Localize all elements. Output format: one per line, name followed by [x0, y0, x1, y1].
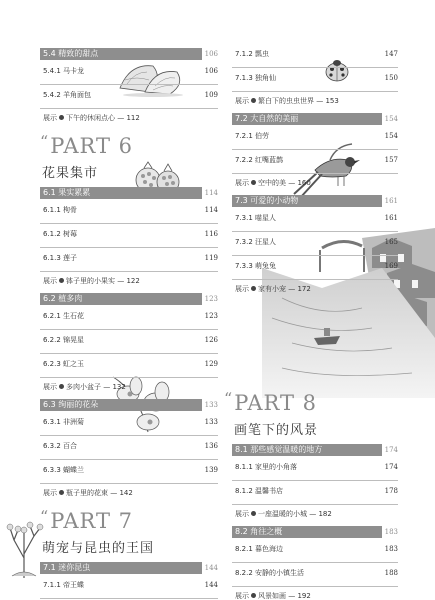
page-number: 126 [204, 336, 218, 344]
showcase-entry[interactable]: 展示 一座温暖的小城 — 182 [235, 510, 332, 518]
part-7-subtitle: 萌宠与昆虫的王国 [42, 541, 155, 556]
toc-entry[interactable]: 6.1.3 莲子 119 [40, 252, 218, 272]
toc-entry[interactable]: 6.1.1 枸骨 114 [40, 204, 218, 224]
toc-entry[interactable]: 7.2.2 红嘴蓝鹊 157 [232, 154, 398, 174]
page-number: 174 [382, 444, 398, 456]
page-number: 174 [384, 463, 398, 471]
toc-entry[interactable]: 5.4.2 羊角面包 109 [40, 89, 218, 109]
part-6-title: “PART 6 [40, 132, 134, 158]
section-heading[interactable]: 7.2 大自然的美丽 154 [232, 113, 398, 125]
page-number: 154 [382, 113, 398, 125]
section-heading[interactable]: 6.3 绚丽的花朵 133 [40, 399, 218, 411]
coral-illustration [4, 518, 44, 580]
page-number: 119 [204, 254, 218, 262]
toc-entry[interactable]: 6.3.3 蝴蝶兰 139 [40, 464, 218, 484]
toc-left-column [40, 48, 218, 600]
page-number: 106 [204, 67, 218, 75]
part-8-subtitle: 画笔下的风景 [234, 423, 319, 438]
bullet-icon [251, 98, 256, 103]
page-number: 139 [204, 466, 218, 474]
bullet-icon [59, 490, 64, 495]
part-8-title: “PART 8 [224, 389, 318, 415]
toc-entry[interactable]: 8.2.2 安静的小镇生活 188 [232, 567, 398, 587]
page-number: 165 [384, 238, 398, 246]
section-heading[interactable]: 6.2 植多肉 123 [40, 293, 218, 305]
toc-entry[interactable]: 8.2.1 暮色海边 183 [232, 543, 398, 563]
page-number: 183 [384, 545, 398, 553]
page-number: 161 [384, 214, 398, 222]
toc-entry[interactable]: 6.2.1 生石花 123 [40, 310, 218, 330]
bullet-icon [251, 511, 256, 516]
page-number: 154 [384, 132, 398, 140]
page-number: 114 [204, 206, 218, 214]
showcase-entry[interactable]: 展示 繁白下的虫虫世界 — 153 [235, 97, 339, 105]
page-number: 183 [382, 526, 398, 538]
page-number: 133 [202, 399, 218, 411]
showcase-entry[interactable]: 展示 家有小宠 — 172 [235, 285, 311, 293]
page-number: 123 [202, 293, 218, 305]
toc-entry[interactable]: 7.3.3 萌兔兔 169 [232, 260, 398, 280]
bullet-icon [251, 180, 256, 185]
page-number: 136 [204, 442, 218, 450]
toc-entry[interactable]: 6.2.2 锦晃星 126 [40, 334, 218, 354]
page-number: 150 [384, 74, 398, 82]
showcase-entry[interactable]: 展示 下午的休闲点心 — 112 [43, 114, 140, 122]
showcase-entry[interactable]: 展示 瓶子里的花束 — 142 [43, 489, 133, 497]
section-heading[interactable]: 7.3 可爱的小动物 161 [232, 195, 398, 207]
toc-entry[interactable]: 6.3.2 百合 136 [40, 440, 218, 460]
toc-right-column [224, 48, 398, 600]
page-number: 178 [384, 487, 398, 495]
page-number: 161 [382, 195, 398, 207]
page-number: 106 [202, 48, 218, 60]
bullet-icon [59, 384, 64, 389]
page-number: 169 [384, 262, 398, 270]
page-number: 133 [204, 418, 218, 426]
part-7-title: “PART 7 [40, 507, 134, 533]
section-heading[interactable]: 7.1 迷你昆虫 144 [40, 562, 218, 574]
toc-entry[interactable]: 8.1.1 家里的小角落 174 [232, 461, 398, 481]
page-number: 188 [384, 569, 398, 577]
toc-entry[interactable]: 6.2.3 虹之玉 129 [40, 358, 218, 378]
page-number: 123 [204, 312, 218, 320]
showcase-entry[interactable]: 展示 多肉小盆子 — 132 [43, 383, 126, 391]
showcase-entry[interactable]: 展示 空中的美 — 160 [235, 179, 311, 187]
section-heading[interactable]: 5.4 精致的甜点 106 [40, 48, 218, 60]
bullet-icon [59, 278, 64, 283]
toc-entry[interactable]: 7.2.1 伯劳 154 [232, 130, 398, 150]
toc-entry[interactable]: 7.1.2 瓢虫 147 [232, 48, 398, 68]
part-6-subtitle: 花果集市 [42, 166, 99, 181]
page-number: 129 [204, 360, 218, 368]
page-number: 157 [384, 156, 398, 164]
toc-entry[interactable]: 7.3.2 汪星人 165 [232, 236, 398, 256]
toc-entry[interactable]: 5.4.1 马卡龙 106 [40, 65, 218, 85]
bullet-icon [251, 593, 256, 598]
page-number: 114 [202, 187, 218, 199]
page-number: 144 [202, 562, 218, 574]
page-number: 147 [384, 50, 398, 58]
showcase-entry[interactable]: 展示 风景如画 — 192 [235, 592, 311, 600]
illustration-spacer [232, 301, 398, 381]
showcase-entry[interactable]: 展示 钵子里的小果实 — 122 [43, 277, 140, 285]
toc-entry[interactable]: 8.1.2 温馨书店 178 [232, 485, 398, 505]
page-number: 144 [204, 581, 218, 589]
bullet-icon [251, 286, 256, 291]
toc-entry[interactable]: 6.3.1 非洲菊 133 [40, 416, 218, 436]
toc-entry[interactable]: 7.3.1 喵星人 161 [232, 212, 398, 232]
section-heading[interactable]: 8.1 那些感觉温暖的地方 174 [232, 444, 398, 456]
section-heading[interactable]: 6.1 果实累累 114 [40, 187, 218, 199]
page-number: 116 [204, 230, 218, 238]
section-heading[interactable]: 8.2 角往之概 183 [232, 526, 398, 538]
bullet-icon [59, 115, 64, 120]
toc-entry[interactable]: 7.1.3 独角仙 150 [232, 72, 398, 92]
toc-entry[interactable]: 7.1.1 帝王蝶 144 [40, 579, 218, 599]
toc-entry[interactable]: 6.1.2 树莓 116 [40, 228, 218, 248]
page-number: 109 [204, 91, 218, 99]
